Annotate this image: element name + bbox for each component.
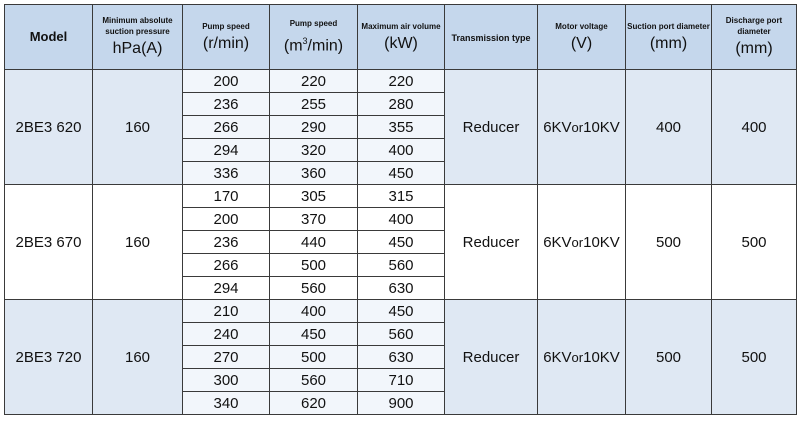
transmission-cell: Reducer <box>445 185 538 300</box>
voltage-or: or <box>571 234 584 250</box>
model-cell: 2BE3 670 <box>5 185 93 300</box>
header-power: Maximum air volume (kW) <box>358 5 445 70</box>
power-cell: 450 <box>358 231 445 254</box>
voltage-option-a: 6KV <box>543 348 572 366</box>
suction-pressure-cell: 160 <box>93 70 183 185</box>
voltage-or: or <box>571 119 584 135</box>
suction-pressure-cell: 160 <box>93 300 183 415</box>
flow-cell: 220 <box>270 70 358 93</box>
power-cell: 560 <box>358 323 445 346</box>
power-cell: 710 <box>358 369 445 392</box>
discharge-port-cell: 400 <box>712 70 797 185</box>
pump-speed-cell: 236 <box>183 93 270 116</box>
power-cell: 355 <box>358 116 445 139</box>
pump-speed-cell: 300 <box>183 369 270 392</box>
voltage-option-a: 6KV <box>543 233 572 251</box>
model-group <box>5 70 797 185</box>
power-cell: 560 <box>358 254 445 277</box>
flow-cell: 360 <box>270 162 358 185</box>
pump-speed-cell: 240 <box>183 323 270 346</box>
flow-cell: 320 <box>270 139 358 162</box>
header-motor-voltage: Motor voltage (V) <box>538 5 626 70</box>
voltage-option-b: 10KV <box>583 233 620 251</box>
header-suction-port: Suction port diameter (mm) <box>626 5 712 70</box>
pump-speed-cell: 266 <box>183 116 270 139</box>
power-cell: 280 <box>358 93 445 116</box>
pump-spec-table <box>4 4 797 415</box>
header-transmission: Transmission type <box>445 5 538 70</box>
power-cell: 315 <box>358 185 445 208</box>
header-pump-speed: Pump speed (r/min) <box>183 5 270 70</box>
model-cell: 2BE3 720 <box>5 300 93 415</box>
model-group <box>5 185 797 300</box>
table-row <box>5 300 797 323</box>
flow-cell: 400 <box>270 300 358 323</box>
power-cell: 450 <box>358 162 445 185</box>
flow-cell: 370 <box>270 208 358 231</box>
pump-speed-cell: 170 <box>183 185 270 208</box>
suction-port-cell: 500 <box>626 185 712 300</box>
power-cell: 630 <box>358 277 445 300</box>
power-cell: 900 <box>358 392 445 415</box>
pump-speed-cell: 270 <box>183 346 270 369</box>
power-cell: 450 <box>358 300 445 323</box>
header-model: Model <box>5 5 93 70</box>
power-cell: 400 <box>358 139 445 162</box>
suction-port-cell: 500 <box>626 300 712 415</box>
pump-speed-cell: 266 <box>183 254 270 277</box>
flow-cell: 450 <box>270 323 358 346</box>
voltage-or: or <box>571 349 584 365</box>
voltage-option-b: 10KV <box>583 348 620 366</box>
discharge-port-cell: 500 <box>712 300 797 415</box>
motor-voltage-cell <box>538 300 626 415</box>
header-discharge-port: Discharge port diameter (mm) <box>712 5 797 70</box>
flow-cell: 500 <box>270 254 358 277</box>
suction-pressure-cell: 160 <box>93 185 183 300</box>
power-cell: 630 <box>358 346 445 369</box>
flow-cell: 440 <box>270 231 358 254</box>
header-row <box>5 5 797 70</box>
flow-cell: 290 <box>270 116 358 139</box>
pump-speed-cell: 210 <box>183 300 270 323</box>
transmission-cell: Reducer <box>445 70 538 185</box>
motor-voltage-cell <box>538 185 626 300</box>
pump-speed-cell: 200 <box>183 208 270 231</box>
flow-cell: 500 <box>270 346 358 369</box>
table-row <box>5 70 797 93</box>
pump-speed-cell: 200 <box>183 70 270 93</box>
motor-voltage-cell <box>538 70 626 185</box>
table-row <box>5 185 797 208</box>
power-cell: 400 <box>358 208 445 231</box>
flow-cell: 560 <box>270 277 358 300</box>
flow-cell: 560 <box>270 369 358 392</box>
voltage-option-a: 6KV <box>543 118 572 136</box>
discharge-port-cell: 500 <box>712 185 797 300</box>
voltage-option-b: 10KV <box>583 118 620 136</box>
flow-cell: 305 <box>270 185 358 208</box>
flow-cell: 255 <box>270 93 358 116</box>
pump-speed-cell: 294 <box>183 139 270 162</box>
flow-cell: 620 <box>270 392 358 415</box>
header-flow: Pump speed $(m^3/\min)$ <box>270 5 358 70</box>
header-suction-pressure: Minimum absolute suction pressure hPa(A) <box>93 5 183 70</box>
pump-speed-cell: 336 <box>183 162 270 185</box>
pump-speed-cell: 340 <box>183 392 270 415</box>
model-cell: 2BE3 620 <box>5 70 93 185</box>
pump-speed-cell: 236 <box>183 231 270 254</box>
model-group <box>5 300 797 415</box>
transmission-cell: Reducer <box>445 300 538 415</box>
power-cell: 220 <box>358 70 445 93</box>
pump-speed-cell: 294 <box>183 277 270 300</box>
suction-port-cell: 400 <box>626 70 712 185</box>
